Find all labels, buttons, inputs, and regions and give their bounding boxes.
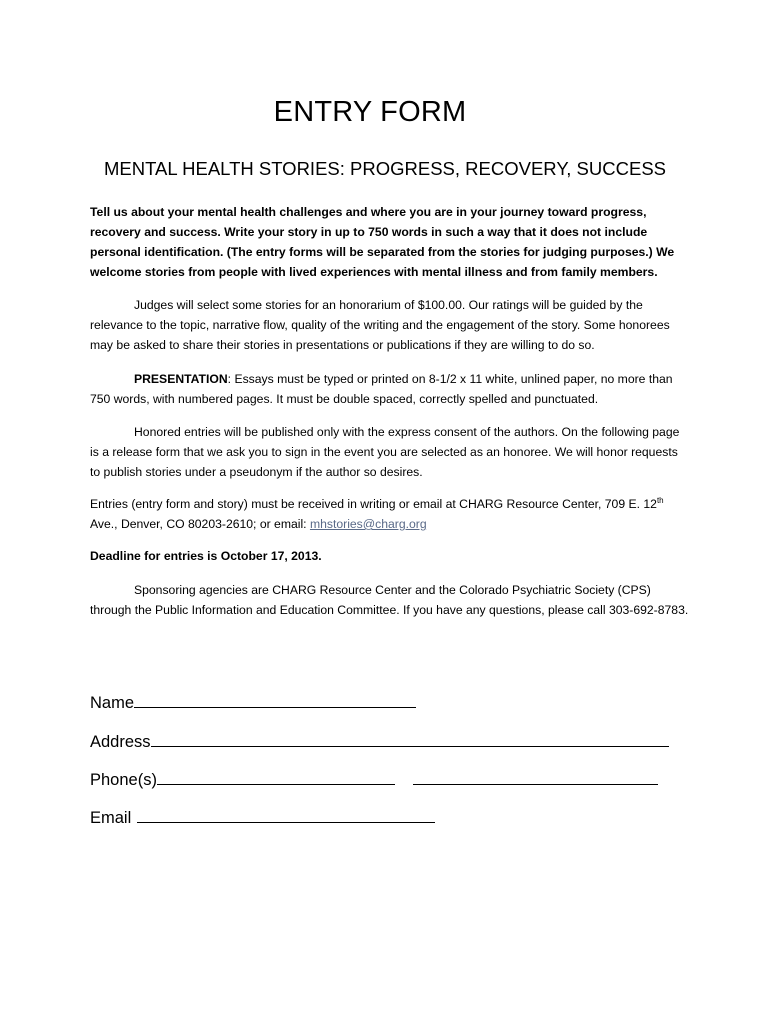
- phone-blank-line-2[interactable]: [413, 767, 658, 785]
- intro-paragraph: Tell us about your mental health challenges and where you are in your journey toward progress, recovery and success. Write your story in up to 750 words in such a way that it does not include personal identification. (The entry forms will be separated from the stories for judging purposes.) We welcome stories from people with lived experiences with mental illness and from family members.: [90, 205, 675, 279]
- name-blank-line[interactable]: [134, 690, 416, 708]
- phone-field: [90, 767, 658, 791]
- phone-label: Phone(s): [90, 771, 157, 789]
- email-label: Email: [90, 809, 132, 827]
- presentation-paragraph: [90, 369, 690, 409]
- entries-superscript: th: [656, 496, 664, 505]
- page-subtitle: MENTAL HEALTH STORIES: PROGRESS, RECOVERY, SUCCESS: [104, 158, 666, 179]
- sponsoring-paragraph: Sponsoring agencies are CHARG Resource Center and the Colorado Psychiatric Society (CPS) through the Public Information and Education Committee. If you have any questions, please call 303-692-8783.: [90, 583, 689, 617]
- phone-blank-line-1[interactable]: [157, 767, 395, 785]
- email-field: [90, 805, 435, 829]
- judges-paragraph: Judges will select some stories for an honorarium of $100.00. Our ratings will be guided by the relevance to the topic, narrative flow, quality of the writing and the engagement of the story. Some honorees may be asked to share their stories in presentations or publications if they are willing to do so.: [90, 298, 670, 352]
- presentation-label: PRESENTATION: [134, 372, 228, 386]
- page-title: ENTRY FORM: [273, 96, 467, 128]
- deadline-paragraph: Deadline for entries is October 17, 2013.: [90, 549, 322, 563]
- address-blank-line[interactable]: [151, 729, 669, 747]
- address-field: [90, 729, 669, 753]
- name-label: Name: [90, 694, 135, 712]
- entries-paragraph: [90, 494, 690, 534]
- presentation-text: : Essays must be typed or printed on 8-1/2 x 11 white, unlined paper, no more than 750 words, with numbered pages. It must be double spaced, correctly spelled and punctuated.: [90, 372, 673, 406]
- email-link[interactable]: mhstories@charg.org: [309, 517, 427, 531]
- entries-text-part2: Ave., Denver, CO 80203-2610; or email:: [90, 517, 310, 531]
- email-blank-line[interactable]: [137, 805, 435, 823]
- entries-text-part1: Entries (entry form and story) must be received in writing or email at CHARG Resource Center, 709 E. 12: [90, 497, 657, 511]
- address-label: Address: [90, 733, 151, 751]
- honored-paragraph: Honored entries will be published only with the express consent of the authors. On the following page is a release form that we ask you to sign in the event you are selected as an honoree. We will honor requests to publish stories under a pseudonym if the author so desires.: [90, 425, 680, 479]
- name-field: [90, 690, 416, 714]
